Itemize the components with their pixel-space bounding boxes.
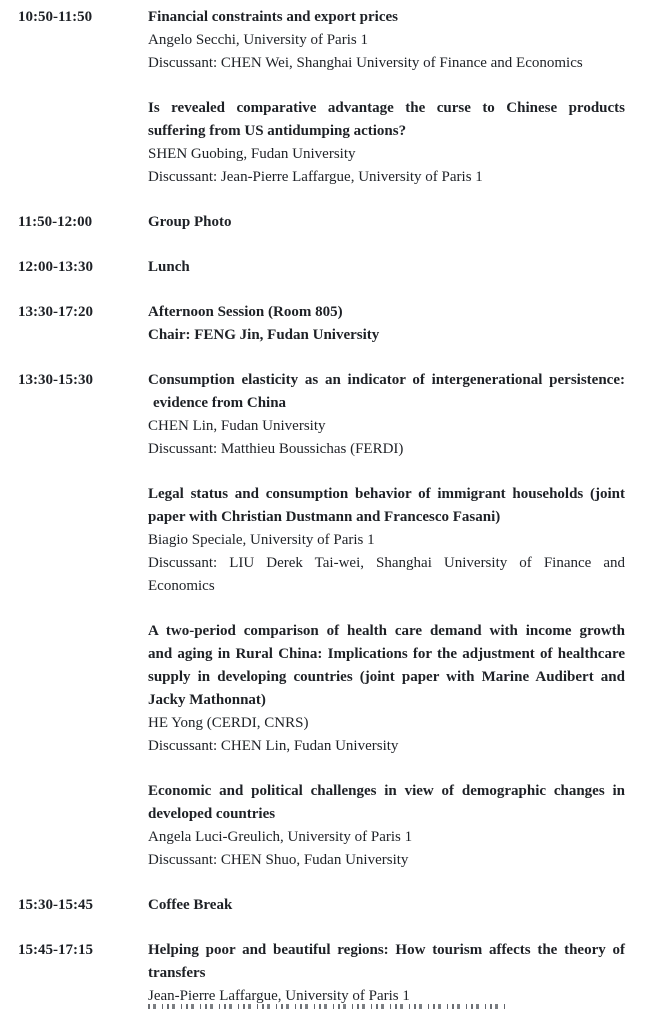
title-line: Legal status and consumption behavior of immigrant households (joint xyxy=(148,486,625,502)
title-line: A two-period comparison of health care demand with income growth xyxy=(148,623,625,639)
session-entry xyxy=(148,97,625,189)
title-line: Helping poor and beautiful regions: How tourism affects the theory of xyxy=(148,942,625,958)
detail-line: HE Yong (CERDI, CNRS) xyxy=(148,715,309,731)
title-line: Afternoon Session (Room 805) xyxy=(148,304,343,320)
session-entry xyxy=(148,620,625,758)
detail-line: Jean-Pierre Laffargue, University of Paris 1 xyxy=(148,988,410,1004)
session-entry xyxy=(148,939,625,1008)
detail-line: Discussant: Matthieu Boussichas (FERDI) xyxy=(148,441,404,457)
title-line: evidence from China xyxy=(153,395,287,411)
time-slot: 15:45-17:15 xyxy=(18,942,93,958)
detail-line: Discussant: CHEN Shuo, Fudan University xyxy=(148,852,409,868)
detail-line: Discussant: Jean-Pierre Laffargue, University of Paris 1 xyxy=(148,169,483,185)
session-content xyxy=(148,301,625,347)
title-line: Lunch xyxy=(148,259,190,275)
session-content xyxy=(148,6,625,189)
session-content xyxy=(148,939,625,1008)
time-slot: 13:30-17:20 xyxy=(18,304,93,320)
title-line: developed countries xyxy=(148,806,276,822)
session-content xyxy=(148,369,625,872)
schedule-row xyxy=(18,369,625,872)
session-content xyxy=(148,256,625,279)
title-line: paper with Christian Dustmann and Francesco Fasani) xyxy=(148,509,501,525)
schedule-row xyxy=(18,6,625,189)
session-content xyxy=(148,894,625,917)
session-entry xyxy=(148,894,625,917)
schedule-row xyxy=(18,894,625,917)
session-entry xyxy=(148,301,625,347)
title-line: Consumption elasticity as an indicator of intergenerational persistence: xyxy=(148,372,625,388)
time-slot: 15:30-15:45 xyxy=(18,897,93,913)
detail-line: Biagio Speciale, University of Paris 1 xyxy=(148,532,375,548)
detail-line: Angela Luci-Greulich, University of Paris 1 xyxy=(148,829,413,845)
title-line: transfers xyxy=(148,965,206,981)
session-entry xyxy=(148,483,625,598)
schedule-row xyxy=(18,256,625,279)
time-slot: 11:50-12:00 xyxy=(18,214,93,230)
cutoff-line-fragment xyxy=(148,1004,508,1009)
title-line: Coffee Break xyxy=(148,897,233,913)
title-line: Group Photo xyxy=(148,214,232,230)
session-entry xyxy=(148,780,625,872)
session-entry xyxy=(148,256,625,279)
session-entry xyxy=(148,211,625,234)
session-entry xyxy=(148,369,625,461)
detail-line: SHEN Guobing, Fudan University xyxy=(148,146,356,162)
schedule-row xyxy=(18,301,625,347)
schedule-row xyxy=(18,211,625,234)
title-line: supply in developing countries (joint paper with Marine Audibert and xyxy=(148,669,625,685)
title-line: and aging in Rural China: Implications for the adjustment of healthcare xyxy=(148,646,625,662)
title-line: Chair: FENG Jin, Fudan University xyxy=(148,327,380,343)
detail-line: Discussant: CHEN Wei, Shanghai University of Finance and Economics xyxy=(148,55,583,71)
title-line: suffering from US antidumping actions? xyxy=(148,123,407,139)
detail-line: Economics xyxy=(148,578,215,594)
detail-line: Angelo Secchi, University of Paris 1 xyxy=(148,32,368,48)
detail-line: Discussant: LIU Derek Tai-wei, Shanghai University of Finance and xyxy=(148,555,625,571)
title-line: Economic and political challenges in view of demographic changes in xyxy=(148,783,625,799)
title-line: Financial constraints and export prices xyxy=(148,9,398,25)
time-slot: 10:50-11:50 xyxy=(18,9,93,25)
title-line: Jacky Mathonnat) xyxy=(148,692,266,708)
time-slot: 13:30-15:30 xyxy=(18,372,93,388)
title-line: Is revealed comparative advantage the curse to Chinese products xyxy=(148,100,625,116)
detail-line: CHEN Lin, Fudan University xyxy=(148,418,326,434)
detail-line: Discussant: CHEN Lin, Fudan University xyxy=(148,738,399,754)
session-entry xyxy=(148,6,625,75)
time-slot: 12:00-13:30 xyxy=(18,259,93,275)
schedule-row xyxy=(18,939,625,1008)
session-content xyxy=(148,211,625,234)
